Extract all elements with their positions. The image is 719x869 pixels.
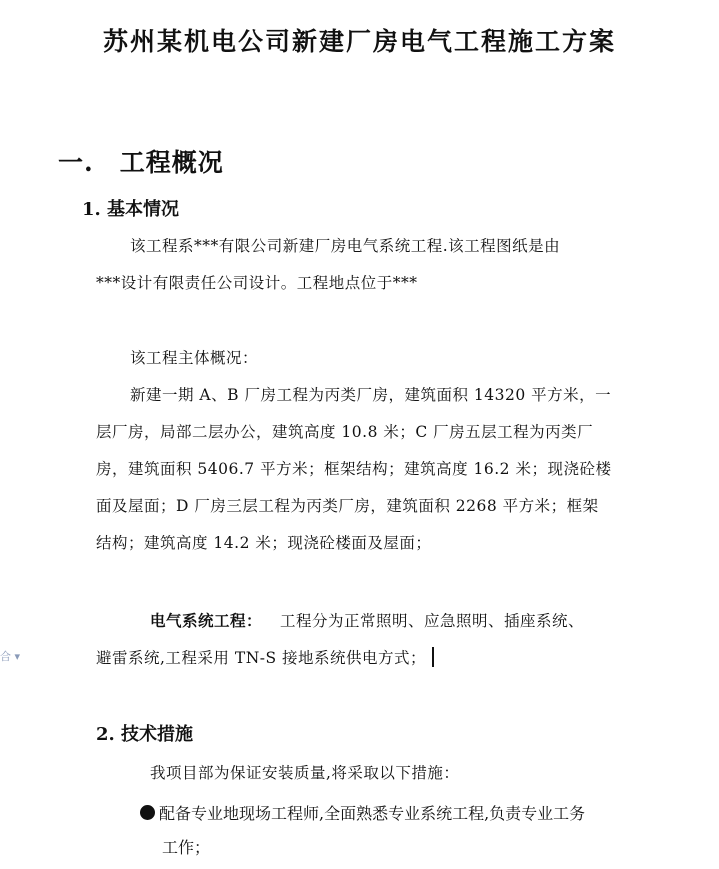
bullet-line-continued: 工作； bbox=[162, 838, 211, 857]
paragraph-line: 结构；建筑高度 14.2 米；现浇砼楼面及屋面； bbox=[96, 534, 432, 552]
paragraph-measures-intro: 我项目部为保证安装质量,将采取以下措施： bbox=[150, 764, 460, 782]
bullet-line bbox=[140, 797, 585, 831]
paragraph-overview-label: 该工程主体概况： bbox=[130, 349, 259, 367]
paragraph-building-details bbox=[96, 377, 676, 562]
section-title: 工程概况 bbox=[119, 148, 224, 177]
margin-marker[interactable]: 合 ▾ bbox=[0, 650, 21, 663]
electrical-system-label: 电气系统工程： bbox=[150, 611, 263, 630]
paragraph-project-intro bbox=[96, 228, 676, 302]
electrical-system-text-2: 避雷系统,工程采用 TN-S 接地系统供电方式； bbox=[96, 649, 427, 667]
text-cursor bbox=[432, 647, 434, 667]
document-title: 苏州某机电公司新建厂房电气工程施工方案 bbox=[102, 27, 616, 56]
paragraph-line: 新建一期 A、B 厂房工程为丙类厂房，建筑面积 14320 平方米，一 bbox=[130, 386, 612, 404]
paragraph-line: 房，建筑面积 5406.7 平方米；框架结构；建筑高度 16.2 米；现浇砼楼 bbox=[96, 460, 612, 478]
subsection-heading-technical: 2. 技术措施 bbox=[96, 724, 194, 745]
electrical-system-text: 工程分为正常照明、应急照明、插座系统、 bbox=[280, 612, 585, 630]
paragraph-line: ***设计有限责任公司设计。工程地点位于*** bbox=[96, 274, 418, 292]
bullet-text: 配备专业地现场工程师,全面熟悉专业系统工程,负责专业工务 bbox=[159, 804, 586, 823]
paragraph-line: 面及屋面；D 厂房三层工程为丙类厂房，建筑面积 2268 平方米；框架 bbox=[96, 497, 599, 515]
paragraph-line: 层厂房，局部二层办公，建筑高度 10.8 米；C 厂房五层工程为丙类厂 bbox=[96, 423, 594, 441]
paragraph-electrical-system bbox=[96, 602, 676, 677]
section-heading bbox=[58, 143, 224, 179]
paragraph-line bbox=[96, 640, 676, 677]
bullet-dot-icon bbox=[140, 805, 155, 820]
paragraph-line bbox=[96, 602, 676, 640]
bullet-item bbox=[140, 797, 585, 865]
paragraph-line: 该工程系***有限公司新建厂房电气系统工程.该工程图纸是由 bbox=[130, 237, 561, 255]
section-number: 一. bbox=[58, 148, 94, 177]
subsection-heading-basic: 1. 基本情况 bbox=[82, 199, 180, 220]
